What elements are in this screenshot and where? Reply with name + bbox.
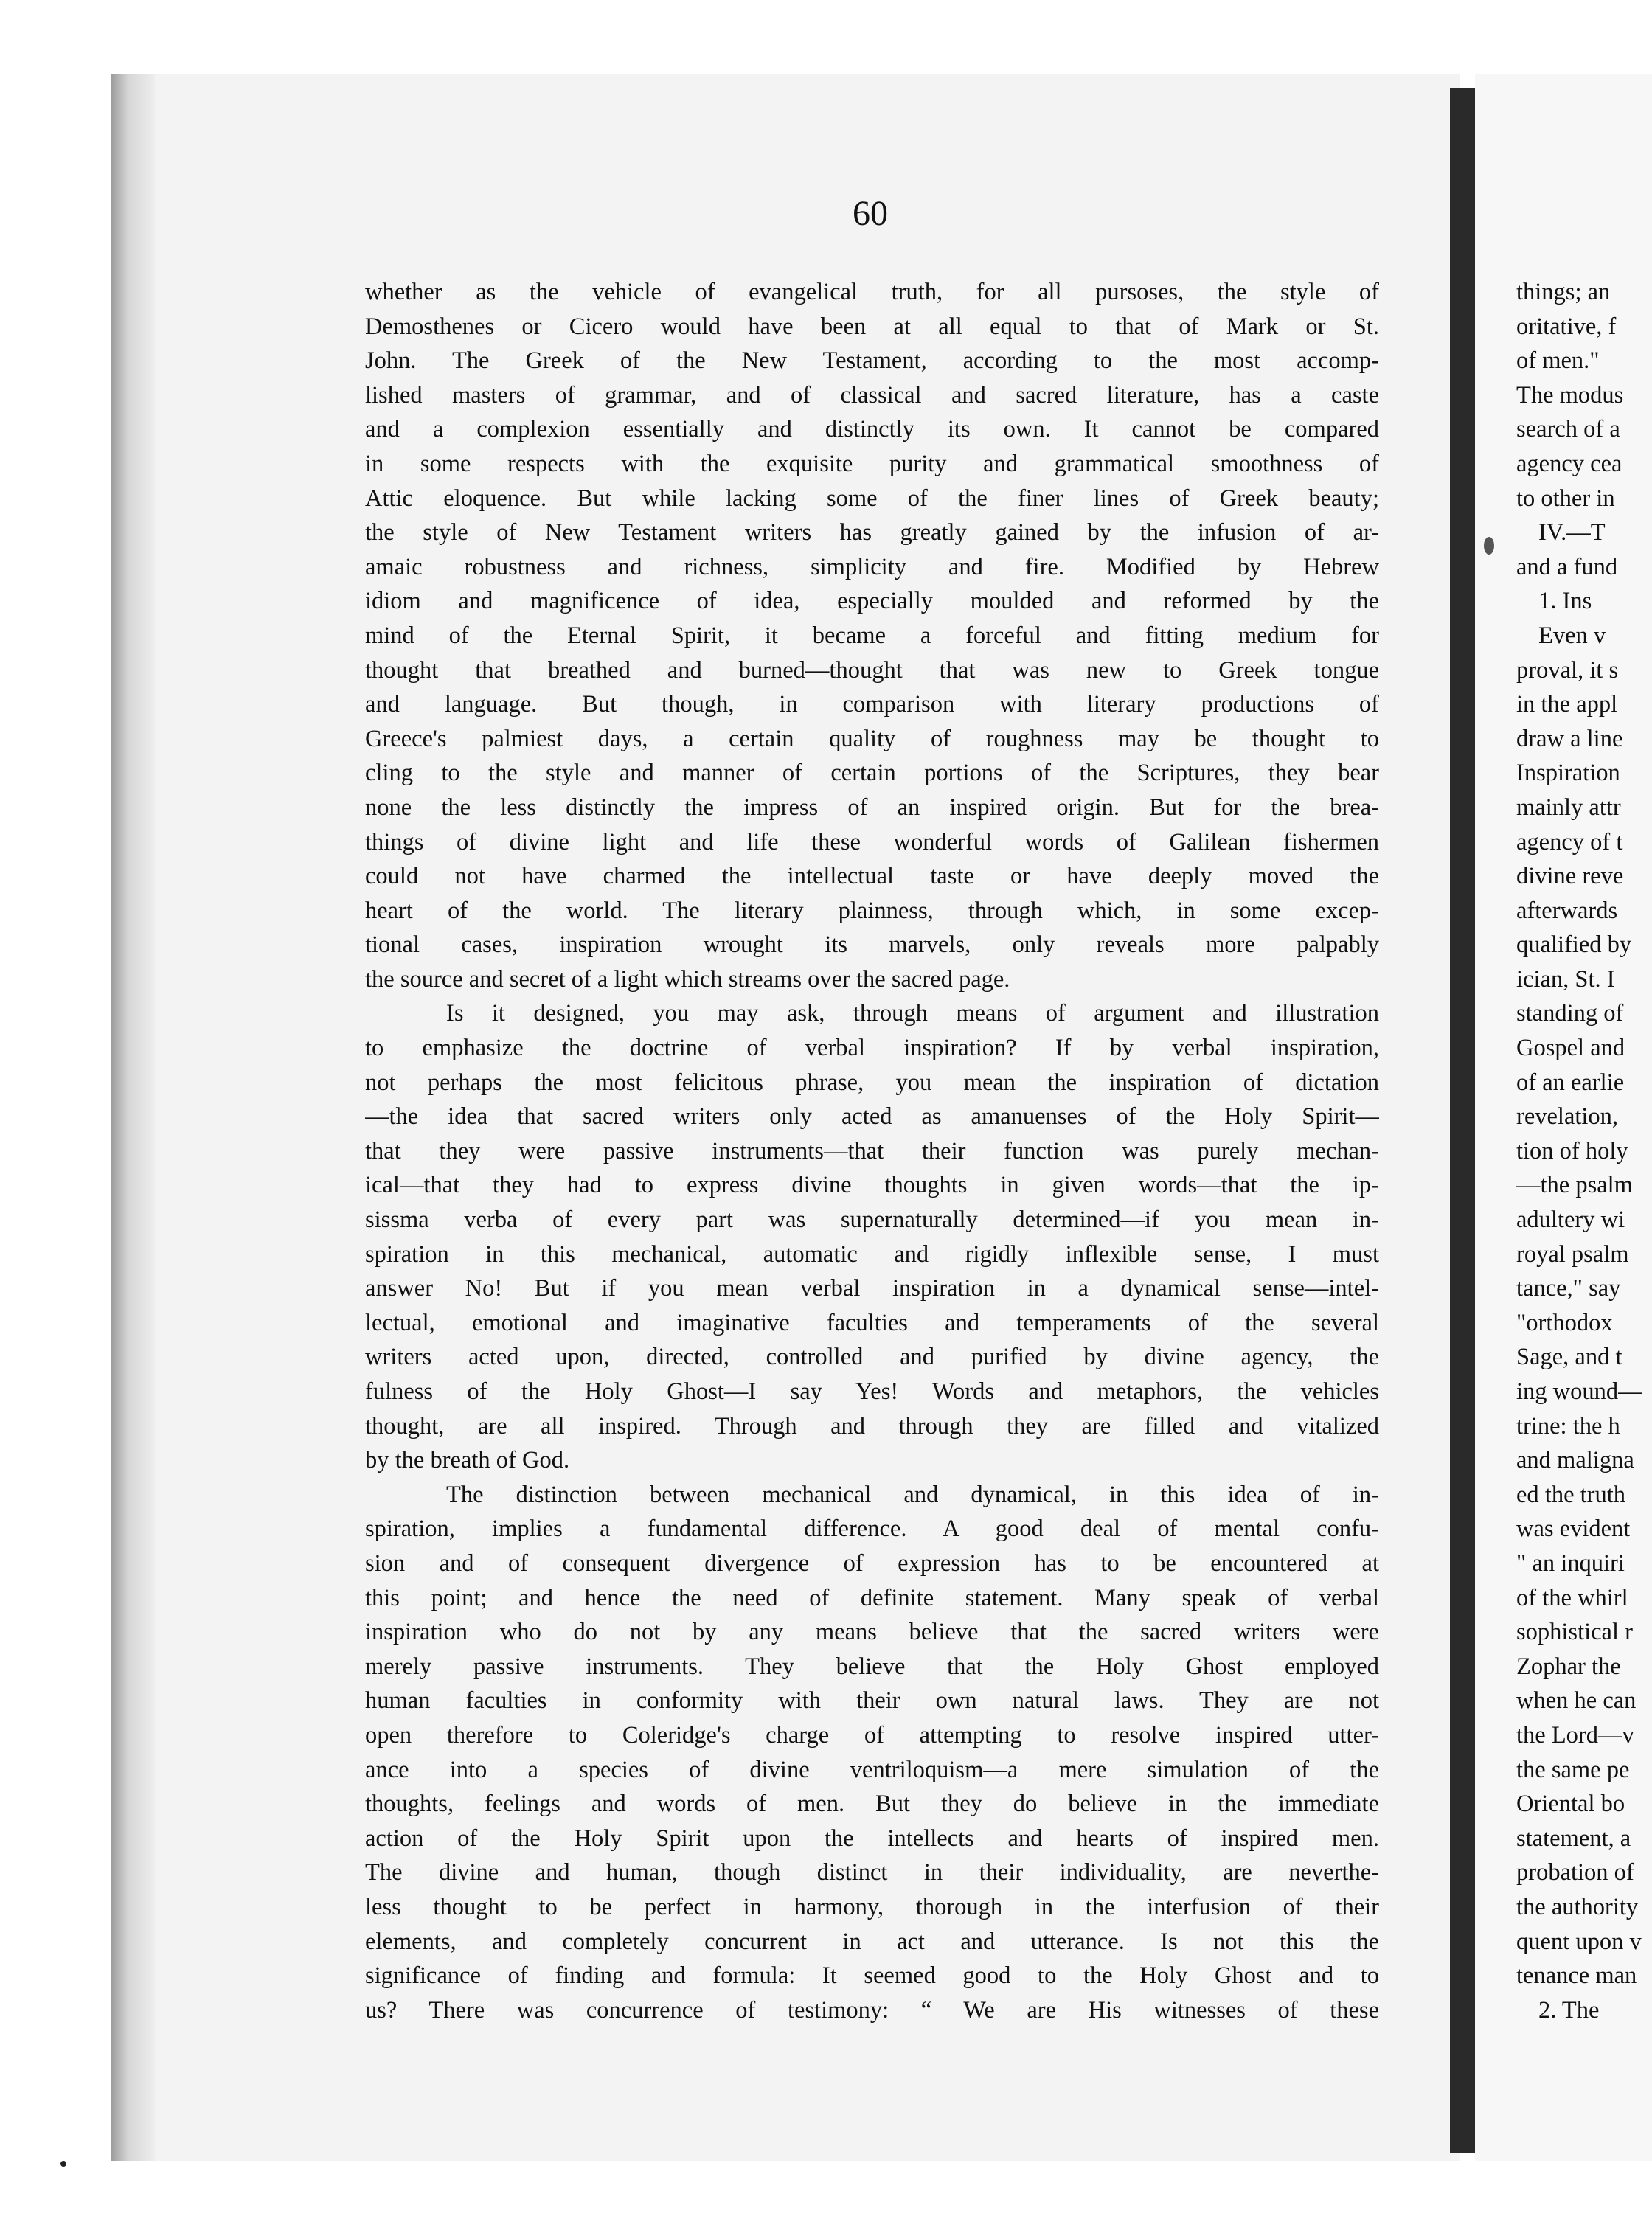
- text-line: idiom and magnificence of idea, especially moulded and reformed by the: [365, 588, 1379, 615]
- text-line: The divine and human, though distinct in their individuality, are neverthe-: [365, 1859, 1379, 1886]
- text-line: not perhaps the most felicitous phrase, you mean the inspiration of dictation: [365, 1069, 1379, 1096]
- text-line: could not have charmed the intellectual taste or have deeply moved the: [365, 863, 1379, 890]
- facing-text-line: ing wound—: [1516, 1378, 1642, 1405]
- text-line: action of the Holy Spirit upon the intellects and hearts of inspired men.: [365, 1824, 1379, 1852]
- facing-text-line: "orthodox: [1516, 1309, 1613, 1336]
- text-line: sissma verba of every part was supernaturally determined—if you mean in-: [365, 1206, 1379, 1234]
- text-line: spiration, implies a fundamental difference. A good deal of mental confu-: [365, 1515, 1379, 1543]
- facing-text-line: of an earlie: [1516, 1069, 1625, 1096]
- facing-text-line: The modus: [1516, 381, 1624, 409]
- facing-text-line: mainly attr: [1516, 794, 1621, 821]
- text-line: The distinction between mechanical and dynamical, in this idea of in-: [446, 1481, 1379, 1508]
- text-line: this point; and hence the need of definite statement. Many speak of verbal: [365, 1584, 1379, 1611]
- text-line: the style of New Testament writers has greatly gained by the infusion of ar-: [365, 519, 1379, 546]
- text-line: amaic robustness and richness, simplicity and fire. Modified by Hebrew: [365, 553, 1379, 580]
- text-line: Attic eloquence. But while lacking some of the finer lines of Greek beauty;: [365, 485, 1379, 512]
- facing-text-line: tion of holy: [1516, 1137, 1628, 1164]
- left-page-edge: [111, 74, 155, 2161]
- facing-text-line: proval, it s: [1516, 656, 1619, 684]
- facing-page-body: [1516, 275, 1652, 2027]
- text-line: by the breath of God.: [365, 1447, 570, 1474]
- text-line: the source and secret of a light which streams over the sacred page.: [365, 965, 1010, 993]
- text-line: writers acted upon, directed, controlled and purified by divine agency, the: [365, 1344, 1379, 1371]
- text-line: significance of finding and formula: It seemed good to the Holy Ghost and to: [365, 1962, 1379, 1990]
- text-line: merely passive instruments. They believe that the Holy Ghost employed: [365, 1653, 1379, 1680]
- book-gutter: [1450, 88, 1475, 2153]
- facing-text-line: probation of: [1516, 1859, 1634, 1886]
- text-line: sion and of consequent divergence of expression has to be encountered at: [365, 1549, 1379, 1577]
- facing-text-line: tance," say: [1516, 1275, 1621, 1302]
- text-line: John. The Greek of the New Testament, according to the most accomp-: [365, 347, 1379, 375]
- facing-text-line: Sage, and t: [1516, 1344, 1622, 1371]
- text-line: in some respects with the exquisite purity and grammatical smoothness of: [365, 450, 1379, 477]
- text-line: cling to the style and manner of certain portions of the Scriptures, they bear: [365, 760, 1379, 787]
- text-line: fulness of the Holy Ghost—I say Yes! Words and metaphors, the vehicles: [365, 1378, 1379, 1405]
- facing-text-line: quent upon v: [1516, 1928, 1642, 1955]
- facing-text-line: revelation,: [1516, 1103, 1619, 1131]
- facing-text-line: 2. The: [1538, 1996, 1600, 2024]
- page-number: 60: [853, 194, 888, 233]
- margin-speck: [60, 2161, 66, 2167]
- facing-text-line: search of a: [1516, 416, 1620, 443]
- facing-text-line: agency cea: [1516, 450, 1622, 477]
- facing-text-line: standing of: [1516, 1000, 1624, 1027]
- facing-text-line: 1. Ins: [1538, 588, 1592, 615]
- facing-text-line: and maligna: [1516, 1447, 1634, 1474]
- facing-text-line: IV.—T: [1538, 519, 1606, 546]
- facing-text-line: Gospel and: [1516, 1035, 1625, 1062]
- text-line: whether as the vehicle of evangelical truth, for all pursoses, the style of: [365, 279, 1379, 305]
- facing-text-line: afterwards: [1516, 897, 1618, 924]
- text-line: spiration in this mechanical, automatic and rigidly inflexible sense, I must: [365, 1240, 1379, 1268]
- text-line: heart of the world. The literary plainness, through which, in some excep-: [365, 897, 1379, 924]
- text-line: human faculties in conformity with their own natural laws. They are not: [365, 1687, 1379, 1715]
- facing-text-line: the Lord—v: [1516, 1721, 1634, 1749]
- facing-text-line: Zophar the: [1516, 1653, 1621, 1680]
- text-line: and language. But though, in comparison with literary productions of: [365, 691, 1379, 718]
- text-line: open therefore to Coleridge's charge of attempting to resolve inspired utter-: [365, 1721, 1379, 1749]
- text-line: us? There was concurrence of testimony: “ We are His witnesses of these: [365, 1996, 1379, 2024]
- text-line: tional cases, inspiration wrought its marvels, only reveals more palpably: [365, 931, 1379, 959]
- text-line: less thought to be perfect in harmony, thorough in the interfusion of their: [365, 1893, 1379, 1920]
- facing-text-line: Inspiration: [1516, 760, 1620, 787]
- facing-text-line: ed the truth: [1516, 1481, 1626, 1508]
- text-line: answer No! But if you mean verbal inspiration in a dynamical sense—intel-: [365, 1275, 1379, 1302]
- text-line: and a complexion essentially and distinctly its own. It cannot be compared: [365, 416, 1379, 443]
- facing-text-line: of the whirl: [1516, 1584, 1628, 1611]
- facing-text-line: Even v: [1538, 622, 1606, 649]
- facing-text-line: and a fund: [1516, 553, 1618, 580]
- margin-speck: [1484, 537, 1494, 555]
- facing-text-line: draw a line: [1516, 725, 1623, 752]
- text-line: things of divine light and life these wonderful words of Galilean fishermen: [365, 828, 1379, 855]
- text-line: thought, are all inspired. Through and through they are filled and vitalized: [365, 1412, 1379, 1440]
- facing-text-line: trine: the h: [1516, 1412, 1620, 1440]
- facing-text-line: " an inquiri: [1516, 1549, 1625, 1577]
- facing-text-line: adultery wi: [1516, 1206, 1625, 1234]
- text-line: elements, and completely concurrent in act and utterance. Is not this the: [365, 1928, 1379, 1955]
- text-line: mind of the Eternal Spirit, it became a forceful and fitting medium for: [365, 622, 1379, 649]
- text-line: thought that breathed and burned—thought that was new to Greek tongue: [365, 656, 1379, 684]
- text-line: lished masters of grammar, and of classical and sacred literature, has a caste: [365, 381, 1379, 409]
- facing-text-line: was evident: [1516, 1515, 1631, 1543]
- text-line: ance into a species of divine ventriloquism—a mere simulation of the: [365, 1756, 1379, 1783]
- text-line: none the less distinctly the impress of an inspired origin. But for the brea-: [365, 794, 1379, 821]
- text-line: that they were passive instruments—that their function was purely mechan-: [365, 1137, 1379, 1164]
- facing-text-line: Oriental bo: [1516, 1791, 1625, 1818]
- text-line: to emphasize the doctrine of verbal inspiration? If by verbal inspiration,: [365, 1035, 1379, 1062]
- facing-text-line: things; an: [1516, 279, 1611, 305]
- facing-text-line: sophistical r: [1516, 1619, 1633, 1646]
- page-body: [365, 275, 1379, 2027]
- text-line: thoughts, feelings and words of men. But they do believe in the immediate: [365, 1791, 1379, 1818]
- facing-text-line: to other in: [1516, 485, 1615, 512]
- facing-text-line: ician, St. I: [1516, 965, 1615, 993]
- text-line: Demosthenes or Cicero would have been at all equal to that of Mark or St.: [365, 313, 1379, 340]
- facing-text-line: —the psalm: [1516, 1172, 1633, 1199]
- facing-text-line: divine reve: [1516, 863, 1624, 890]
- facing-text-line: the authority: [1516, 1893, 1639, 1920]
- facing-text-line: agency of t: [1516, 828, 1623, 855]
- facing-text-line: when he can: [1516, 1687, 1637, 1715]
- text-line: Is it designed, you may ask, through means of argument and illustration: [446, 1000, 1379, 1027]
- facing-text-line: of men.": [1516, 347, 1600, 375]
- facing-text-line: the same pe: [1516, 1756, 1630, 1783]
- text-line: —the idea that sacred writers only acted as amanuenses of the Holy Spirit—: [365, 1103, 1379, 1131]
- facing-text-line: statement, a: [1516, 1824, 1631, 1852]
- text-line: inspiration who do not by any means believe that the sacred writers were: [365, 1619, 1379, 1646]
- facing-text-line: oritative, f: [1516, 313, 1617, 340]
- text-line: Greece's palmiest days, a certain quality of roughness may be thought to: [365, 725, 1379, 752]
- facing-text-line: royal psalm: [1516, 1240, 1629, 1268]
- facing-text-line: tenance man: [1516, 1962, 1637, 1990]
- text-line: lectual, emotional and imaginative faculties and temperaments of the several: [365, 1309, 1379, 1336]
- text-line: ical—that they had to express divine thoughts in given words—that the ip-: [365, 1172, 1379, 1199]
- facing-text-line: qualified by: [1516, 931, 1632, 959]
- facing-text-line: in the appl: [1516, 691, 1618, 718]
